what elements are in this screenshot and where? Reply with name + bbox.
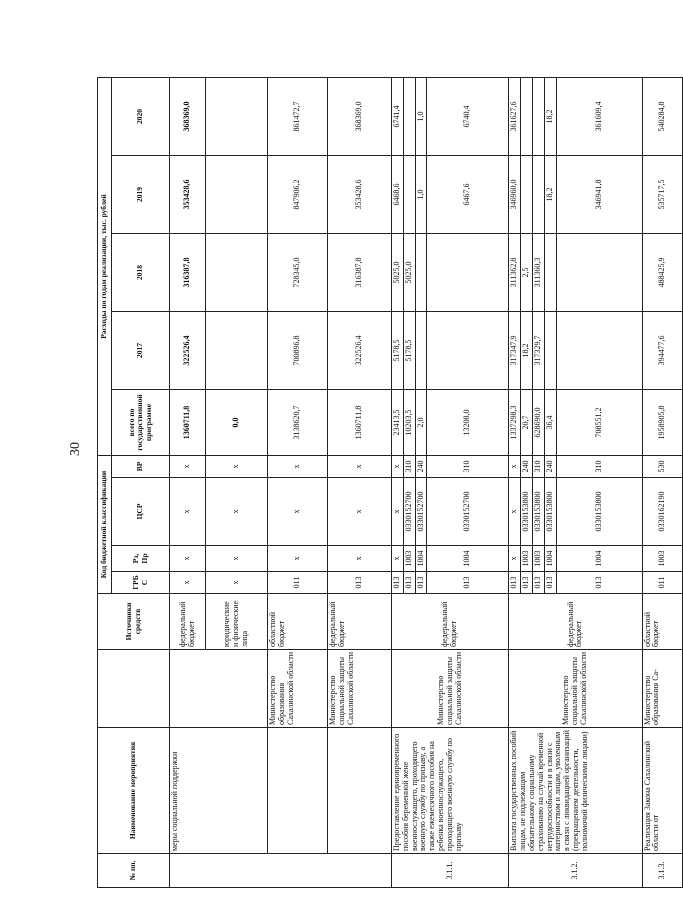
cell-rzpr: х [509,546,521,572]
table-row [642,77,682,887]
cell-source: федеральный бюджет [392,594,509,650]
cell-vr: х [206,456,268,478]
cell-csr: х [170,478,206,546]
cell-grbs: 013 [427,572,509,594]
cell-responsible: Министерство образования Са- [642,650,682,728]
header-responsible [98,650,170,728]
cell-vr: 240 [415,456,427,478]
cell-csr: 0330152700 [403,478,415,546]
cell-2020: 361627,6 [509,77,521,155]
cell-name: Выплата государственных пособий лицам, не подлежащим обязательному социальному страхованию на случай временной нетрудоспособности и в связи с материнством и лицам, уволенным в связи с ликвидацией организаций (прекращением деятельности, полномочий физическими лицами) [509,728,642,854]
cell-rzpr: 1004 [544,546,556,572]
cell-grbs: 013 [556,572,642,594]
cell-total: 1360711,8 [170,390,206,456]
header-grbs: ГРБС [112,572,170,594]
cell-vr: 530 [642,456,682,478]
cell-responsible [170,650,268,728]
cell-responsible: Министерство образования Сахалинской области [268,650,328,728]
cell-csr: 0330162190 [642,478,682,546]
cell-total: 10203,5 [403,390,415,456]
header-csr: ЦСР [112,478,170,546]
cell-csr: 0330152700 [427,478,509,546]
cell-rzpr: х [392,546,404,572]
cell-rzpr: х [268,546,328,572]
cell-rzpr: 1004 [415,546,427,572]
cell-total: 1958905,8 [642,390,682,456]
cell-2017 [415,312,427,390]
header-year-2020: 2020 [112,77,170,155]
cell-name [328,728,392,854]
cell-total: 0,0 [206,390,268,456]
cell-rzpr: х [328,546,392,572]
cell-grbs: х [170,572,206,594]
cell-rzpr: 1003 [642,546,682,572]
cell-2018 [556,234,642,312]
cell-2019: 18,2 [544,156,556,234]
cell-vr: 310 [403,456,415,478]
cell-2019: 353428,6 [170,156,206,234]
header-name: Наименование мероприятия [98,728,170,854]
cell-2018: 311362,8 [509,234,521,312]
table-row [392,77,404,887]
cell-name: меры социальной поддержки [170,728,268,854]
cell-grbs: 011 [268,572,328,594]
cell-2018: 311360,3 [532,234,544,312]
cell-total: 13208,0 [427,390,509,456]
cell-2020: 861472,7 [268,77,328,155]
cell-vr: х [509,456,521,478]
table-row [268,77,328,887]
cell-source: федеральный бюджет [170,594,206,650]
cell-csr: х [328,478,392,546]
cell-2018: 488425,9 [642,234,682,312]
cell-2017: 317329,7 [532,312,544,390]
cell-rzpr: 1003 [521,546,533,572]
header-source: Источники средств [98,594,170,650]
cell-source: юридические и физические лица [206,594,268,650]
header-classification: Код бюджетной классификации [98,456,112,594]
budget-table [97,77,683,888]
cell-2019: 346941,8 [556,156,642,234]
cell-vr: х [170,456,206,478]
cell-2019: 1,0 [415,156,427,234]
cell-num: 3.1.3. [642,854,682,888]
cell-2020 [403,77,415,155]
cell-vr: 310 [556,456,642,478]
cell-vr: х [328,456,392,478]
cell-2019 [521,156,533,234]
cell-csr: 0330153800 [556,478,642,546]
header-total: всего по государственной программе [112,390,170,456]
cell-csr: х [268,478,328,546]
cell-source: областной бюджет [642,594,682,650]
cell-grbs: 013 [509,572,521,594]
cell-total: 3138620,7 [268,390,328,456]
cell-2017: 322526,4 [328,312,392,390]
cell-rzpr: 1003 [532,546,544,572]
cell-responsible: Министерство социальной защиты Сахалинской области [328,650,392,728]
cell-grbs: 013 [328,572,392,594]
cell-grbs: 013 [521,572,533,594]
cell-grbs: 013 [544,572,556,594]
table-row [509,77,521,887]
cell-2017 [427,312,509,390]
cell-vr: 310 [427,456,509,478]
cell-total: 628690,0 [532,390,544,456]
cell-2017: 322526,4 [170,312,206,390]
cell-total: 1337298,3 [509,390,521,456]
cell-2018 [206,234,268,312]
cell-grbs: 013 [532,572,544,594]
cell-grbs: х [206,572,268,594]
cell-vr: 240 [521,456,533,478]
cell-total: 2,0 [415,390,427,456]
cell-name: Реализация Закона Сахалинской области от [642,728,682,854]
cell-2018: 316387,8 [170,234,206,312]
cell-2020: 18,2 [544,77,556,155]
cell-csr: х [206,478,268,546]
cell-total: 36,4 [544,390,556,456]
cell-2018 [544,234,556,312]
cell-num: 3.1.2. [509,854,642,888]
rotated-table-container [97,78,666,888]
cell-csr: 0330152700 [415,478,427,546]
cell-csr: 0330153800 [532,478,544,546]
cell-2019 [403,156,415,234]
header-expenses: Расходы по годам реализации, тыс. рублей [98,77,112,455]
header-rzpr: Рз, Пр [112,546,170,572]
cell-2018 [415,234,427,312]
cell-rzpr: 1004 [427,546,509,572]
cell-vr: х [392,456,404,478]
cell-csr: 0330153800 [521,478,533,546]
page-number: 30 [68,442,83,456]
cell-2018: 316387,8 [328,234,392,312]
cell-2019: 535717,5 [642,156,682,234]
cell-2020 [532,77,544,155]
cell-num: 3.1.1. [392,854,509,888]
cell-total: 708551,2 [556,390,642,456]
cell-2018 [427,234,509,312]
cell-total: 1360711,8 [328,390,392,456]
cell-2018: 5025,0 [403,234,415,312]
cell-2017: 317347,9 [509,312,521,390]
cell-vr: 310 [532,456,544,478]
header-vr: ВР [112,456,170,478]
cell-2017: 394477,6 [642,312,682,390]
table-row [170,77,206,887]
cell-rzpr: х [206,546,268,572]
cell-2019: 6467,6 [427,156,509,234]
cell-2019: 346960,0 [509,156,521,234]
cell-2019: 353428,6 [328,156,392,234]
cell-rzpr: 1003 [403,546,415,572]
cell-2020: 6741,4 [392,77,404,155]
cell-responsible: Министерство социальной защиты Сахалинской области [509,650,642,728]
cell-grbs: 013 [415,572,427,594]
header-num: № пп. [98,854,170,888]
cell-2017: 700896,8 [268,312,328,390]
cell-2017 [544,312,556,390]
cell-2020: 540284,8 [642,77,682,155]
cell-grbs: 013 [392,572,404,594]
cell-2018: 2,5 [521,234,533,312]
table-row [328,77,392,887]
cell-rzpr: х [170,546,206,572]
cell-total: 23413,5 [392,390,404,456]
cell-2020: 361609,4 [556,77,642,155]
header-year-2017: 2017 [112,312,170,390]
header-year-2019: 2019 [112,156,170,234]
cell-csr: 0330153800 [544,478,556,546]
cell-responsible: Министерство социальной защиты Сахалинской области [392,650,509,728]
cell-2018: 728345,0 [268,234,328,312]
cell-2020: 1,0 [415,77,427,155]
cell-2017: 5178,5 [403,312,415,390]
cell-vr: 240 [544,456,556,478]
cell-2017 [556,312,642,390]
cell-grbs: 011 [642,572,682,594]
header-year-2018: 2018 [112,234,170,312]
cell-2020: 368369,0 [170,77,206,155]
cell-2020: 6740,4 [427,77,509,155]
cell-name: Предоставление единовременного пособия беременной жене военнослужащего, проходящего военную службу по призыву, а также ежемесячного пособия на ребенка военнослужащего, проходящего военную службу по призыву [392,728,509,854]
cell-csr: х [509,478,521,546]
cell-total: 20,7 [521,390,533,456]
cell-2017: 18,2 [521,312,533,390]
cell-source: федеральный бюджет [509,594,642,650]
cell-2018: 5025,0 [392,234,404,312]
cell-2019: 847906,2 [268,156,328,234]
cell-2019 [532,156,544,234]
cell-2019 [206,156,268,234]
cell-2017 [206,312,268,390]
cell-2020 [206,77,268,155]
cell-grbs: 013 [403,572,415,594]
cell-csr: х [392,478,404,546]
cell-2017: 5178,5 [392,312,404,390]
cell-source: федеральный бюджет [328,594,392,650]
cell-num [170,854,392,888]
cell-vr: х [268,456,328,478]
cell-2019: 6468,6 [392,156,404,234]
cell-2020 [521,77,533,155]
cell-name [268,728,328,854]
cell-source: областной бюджет [268,594,328,650]
cell-rzpr: 1004 [556,546,642,572]
cell-2020: 368369,0 [328,77,392,155]
